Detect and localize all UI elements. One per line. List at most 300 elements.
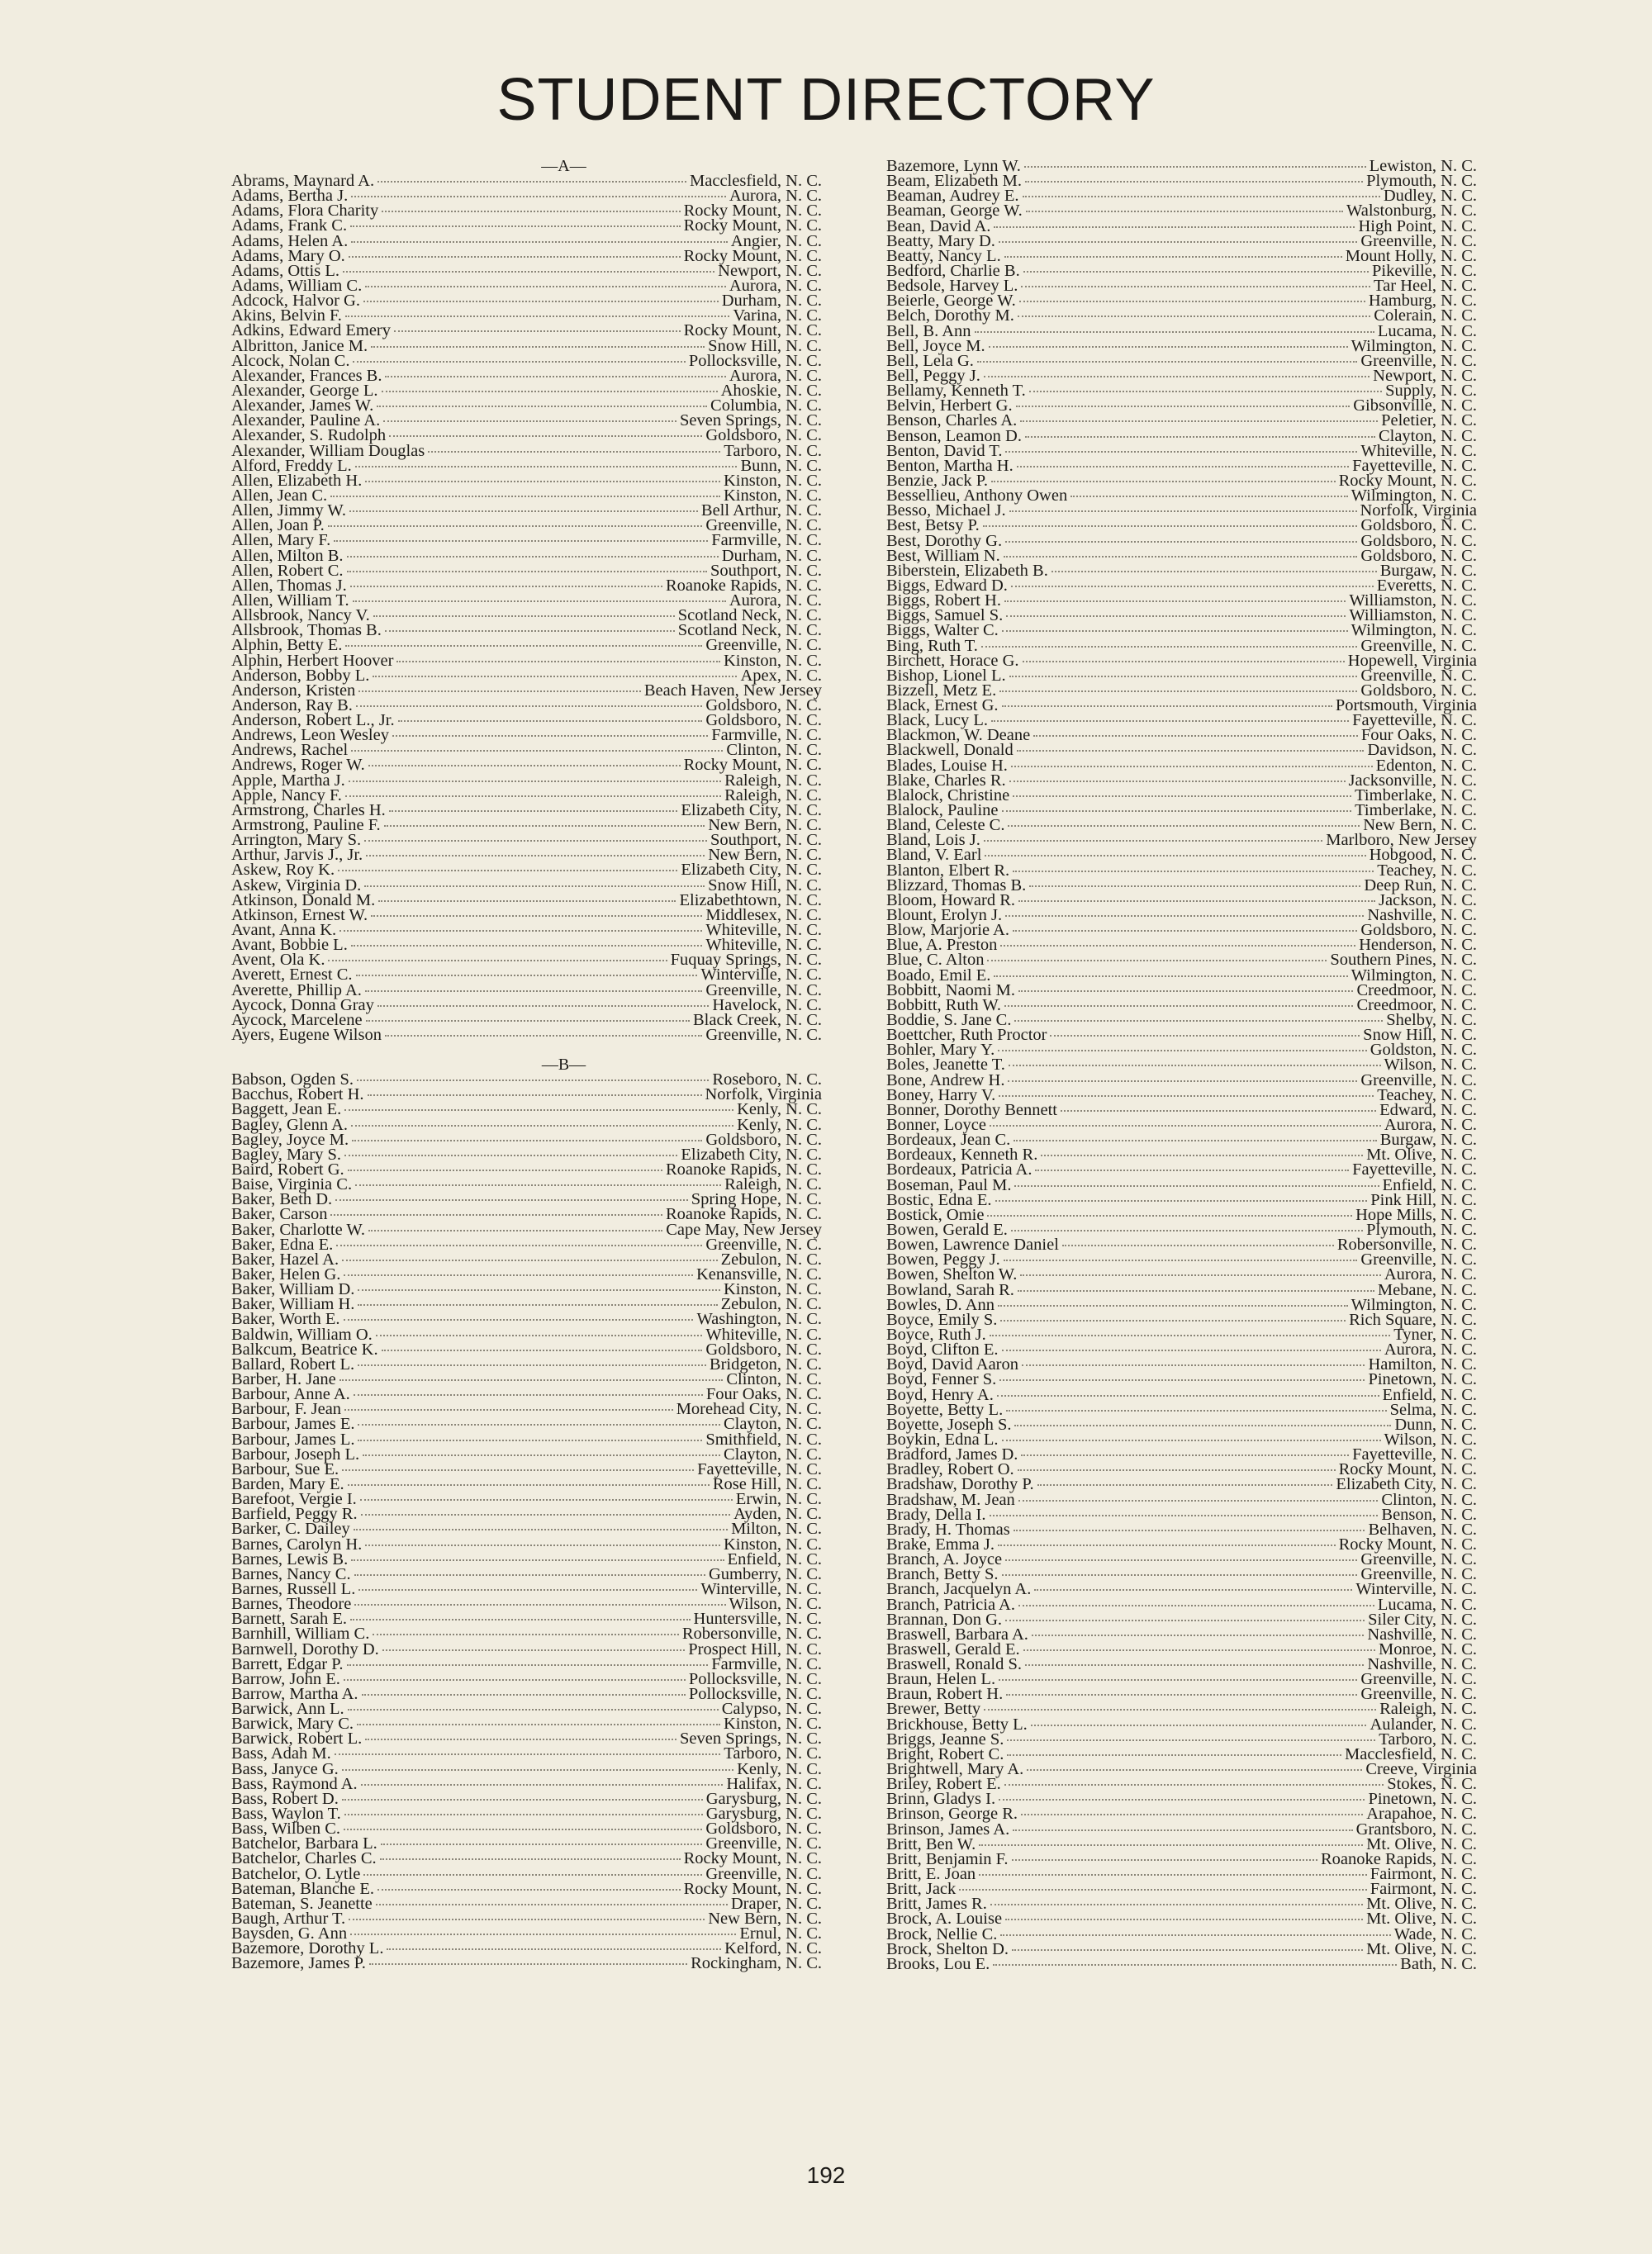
dot-leader (373, 1634, 679, 1635)
hometown: Hopewell, Virginia (1347, 651, 1477, 670)
student-name: Barnes, Carolyn H. (231, 1535, 363, 1554)
hometown: Greenville, N. C. (1360, 1550, 1477, 1569)
student-name: Bell, Joyce M. (886, 336, 985, 355)
dot-leader (1004, 1260, 1358, 1261)
dot-leader (1027, 1769, 1362, 1771)
hometown: Greenville, N. C. (705, 636, 822, 655)
student-name: Beaman, Audrey E. (886, 187, 1019, 206)
hometown: Kinston, N. C. (723, 486, 822, 505)
student-name: Blow, Marjorie A. (886, 921, 1009, 940)
hometown: Macclesfield, N. C. (690, 172, 822, 190)
student-name: Barbour, Sue E. (231, 1459, 339, 1478)
hometown: Tarboro, N. C. (724, 441, 822, 460)
dot-leader (365, 1545, 720, 1546)
dot-leader (1002, 705, 1332, 707)
hometown: Elizabeth City, N. C. (1336, 1475, 1477, 1494)
student-name: Brewer, Betty (886, 1700, 981, 1719)
student-name: Bessellieu, Anthony Owen (886, 486, 1068, 505)
dot-leader (344, 1409, 673, 1411)
student-name: Bowen, Gerald E. (886, 1220, 1008, 1239)
hometown: Rich Square, N. C. (1349, 1310, 1477, 1329)
hometown: Newport, N. C. (718, 261, 822, 280)
hometown: Marlboro, New Jersey (1326, 831, 1477, 850)
hometown: Fayetteville, N. C. (1352, 1160, 1477, 1179)
student-name: Briley, Robert E. (886, 1775, 1001, 1794)
hometown: Kinston, N. C. (723, 651, 822, 670)
student-name: Boyette, Joseph S. (886, 1415, 1012, 1434)
dot-leader (1005, 541, 1357, 543)
dot-leader (1005, 1559, 1357, 1561)
dot-leader (1029, 391, 1382, 392)
dot-leader (1000, 1934, 1390, 1936)
hometown: Fairmont, N. C. (1370, 1880, 1477, 1899)
student-name: Avant, Anna K. (231, 921, 337, 940)
student-name: Alexander, Pauline A. (231, 411, 381, 430)
directory-entry (886, 518, 1477, 533)
student-name: Ballard, Robert L. (231, 1355, 355, 1374)
directory-entry (886, 1597, 1477, 1612)
hometown: Greenville, N. C. (1360, 1070, 1477, 1089)
student-name: Belch, Dorothy M. (886, 306, 1014, 325)
dot-leader (366, 855, 705, 857)
student-name: Bell, Peggy J. (886, 366, 980, 385)
dot-leader (991, 481, 1336, 482)
dot-leader (363, 1454, 720, 1456)
page-number: 192 (806, 2162, 846, 2188)
dot-leader (1004, 556, 1358, 558)
hometown: Clayton, N. C. (1378, 426, 1477, 445)
student-name: Aycock, Donna Gray (231, 995, 374, 1014)
hometown: Whiteville, N. C. (705, 936, 822, 955)
directory-entry (231, 1310, 822, 1329)
dot-leader (1017, 750, 1365, 752)
hometown: Nashville, N. C. (1367, 906, 1477, 925)
hometown: Raleigh, N. C. (724, 1175, 822, 1194)
hometown: Garysburg, N. C. (705, 1805, 822, 1824)
directory-entry (231, 336, 822, 355)
directory-entry (231, 533, 822, 548)
hometown: Jackson, N. C. (1378, 890, 1477, 909)
student-name: Bateman, S. Jeanette (231, 1894, 373, 1913)
hometown: Greenville, N. C. (705, 1235, 822, 1254)
hometown: Seven Springs, N. C. (680, 1730, 822, 1749)
hometown: Williamston, N. C. (1349, 591, 1477, 610)
student-name: Allen, Thomas J. (231, 576, 347, 595)
student-name: Barnes, Lewis B. (231, 1549, 349, 1568)
student-name: Britt, Benjamin F. (886, 1849, 1009, 1868)
student-name: Aycock, Marcelene (231, 1010, 363, 1029)
dot-leader (330, 1214, 662, 1216)
hometown: Rocky Mount, N. C. (1338, 471, 1477, 490)
hometown: Creeve, Virginia (1365, 1760, 1477, 1779)
student-name: Britt, James R. (886, 1895, 987, 1914)
dot-leader (999, 1679, 1357, 1681)
hometown: Henderson, N. C. (1359, 936, 1477, 955)
student-name: Birchett, Horace G. (886, 651, 1019, 670)
student-name: Benton, Martha H. (886, 456, 1014, 475)
student-name: Bedsole, Harvey L. (886, 277, 1018, 296)
dot-leader (975, 331, 1374, 333)
hometown: Wade, N. C. (1393, 1924, 1477, 1943)
student-name: Boado, Emil E. (886, 966, 991, 985)
student-name: Benson, Leamon D. (886, 426, 1022, 445)
student-name: Benzie, Jack P. (886, 471, 988, 490)
student-name: Brock, A. Louise (886, 1910, 1003, 1929)
dot-leader (377, 1005, 709, 1007)
hometown: Everetts, N. C. (1376, 576, 1477, 595)
dot-leader (344, 1679, 686, 1681)
dot-leader (1000, 1320, 1346, 1322)
student-name: Allen, Milton B. (231, 546, 344, 565)
student-name: Allen, Jimmy W. (231, 501, 346, 520)
student-name: Bass, Raymond A. (231, 1774, 358, 1793)
student-name: Allen, Joan P. (231, 516, 325, 535)
hometown: Goldsboro, N. C. (705, 1130, 822, 1149)
hometown: Morehead City, N. C. (676, 1400, 822, 1419)
dot-leader (348, 1170, 662, 1171)
hometown: Clinton, N. C. (726, 741, 822, 760)
student-name: Branch, Betty S. (886, 1565, 999, 1584)
dot-leader (350, 225, 680, 227)
hometown: Rocky Mount, N. C. (683, 1879, 822, 1898)
dot-leader (1018, 1290, 1374, 1292)
dot-leader (382, 1649, 686, 1651)
hometown: Fayetteville, N. C. (1352, 1445, 1477, 1464)
student-name: Bradley, Robert O. (886, 1460, 1014, 1479)
dot-leader (365, 286, 726, 287)
hometown: Calypso, N. C. (721, 1700, 822, 1719)
hometown: Washington, N. C. (696, 1310, 822, 1329)
directory-entry (231, 1432, 822, 1447)
dot-leader (1041, 1155, 1363, 1156)
student-name: Askew, Virginia D. (231, 876, 362, 894)
directory-entry (886, 1477, 1477, 1492)
hometown: Hope Mills, N. C. (1355, 1205, 1477, 1224)
hometown: Lucama, N. C. (1377, 321, 1477, 340)
student-name: Barrett, Edgar P. (231, 1654, 344, 1673)
hometown: Rocky Mount, N. C. (1338, 1460, 1477, 1479)
student-name: Bazemore, Dorothy L. (231, 1939, 384, 1958)
hometown: Shelby, N. C. (1386, 1011, 1477, 1030)
directory-entry (886, 1280, 1477, 1299)
hometown: Winterville, N. C. (700, 1579, 822, 1598)
student-name: Bass, Janyce G. (231, 1759, 339, 1778)
student-name: Adcock, Halvor G. (231, 292, 360, 311)
directory-entry (886, 1385, 1477, 1404)
dot-leader (994, 226, 1355, 228)
hometown: Goldsboro, N. C. (705, 711, 822, 730)
hometown: Mebane, N. C. (1377, 1280, 1477, 1299)
dot-leader (1000, 945, 1355, 947)
hometown: Tarboro, N. C. (724, 1744, 822, 1763)
hometown: Angier, N. C. (730, 231, 822, 250)
hometown: Hamburg, N. C. (1368, 292, 1477, 311)
student-name: Barwick, Mary C. (231, 1715, 354, 1734)
student-name: Boyette, Betty L. (886, 1400, 1004, 1419)
student-name: Brightwell, Mary A. (886, 1760, 1024, 1779)
student-name: Ayers, Eugene Wilson (231, 1026, 382, 1045)
directory-entry (231, 428, 822, 443)
dot-leader (1014, 1425, 1391, 1426)
dot-leader (328, 960, 667, 961)
hometown: Rocky Mount, N. C. (683, 246, 822, 265)
dot-leader (385, 376, 725, 377)
hometown: Edenton, N. C. (1375, 756, 1477, 775)
hometown: Goldston, N. C. (1370, 1041, 1477, 1060)
hometown: Enfield, N. C. (1382, 1175, 1477, 1194)
dot-leader (365, 990, 702, 992)
dot-leader (342, 1799, 703, 1801)
directory-entry (231, 1625, 822, 1644)
student-name: Bellamy, Kenneth T. (886, 382, 1026, 401)
dot-leader (1025, 436, 1375, 438)
student-name: Baker, William H. (231, 1295, 355, 1314)
hometown: Greenville, N. C. (1360, 1685, 1477, 1704)
student-name: Bazemore, James P. (231, 1954, 366, 1973)
student-name: Braswell, Gerald E. (886, 1639, 1020, 1658)
student-name: Best, Dorothy G. (886, 531, 1003, 550)
hometown: New Bern, N. C. (708, 846, 822, 865)
hometown: Erwin, N. C. (735, 1490, 822, 1509)
student-name: Arrington, Mary S. (231, 831, 362, 850)
hometown: Goldsboro, N. C. (705, 1340, 822, 1359)
dot-leader (1020, 1274, 1381, 1276)
student-name: Boyd, Henry A. (886, 1385, 994, 1404)
dot-leader (371, 915, 702, 917)
student-name: Barefoot, Vergie I. (231, 1490, 357, 1509)
dot-leader (1026, 211, 1343, 212)
hometown: Spring Hope, N. C. (691, 1190, 822, 1209)
hometown: Clayton, N. C. (723, 1445, 822, 1464)
hometown: Rose Hill, N. C. (712, 1474, 822, 1493)
dot-leader (1007, 1754, 1341, 1756)
dot-leader (343, 271, 714, 273)
dot-leader (383, 420, 676, 422)
directory-entry (231, 1639, 822, 1658)
hometown: Fayetteville, N. C. (1352, 711, 1477, 730)
student-name: Braun, Robert H. (886, 1685, 1004, 1704)
dot-leader (398, 720, 703, 722)
dot-leader (1002, 810, 1352, 812)
directory-entry (886, 1492, 1477, 1507)
hometown: Scotland Neck, N. C. (677, 606, 822, 625)
student-name: Bone, Andrew H. (886, 1070, 1005, 1089)
dot-leader (363, 301, 719, 302)
dot-leader (392, 735, 708, 737)
hometown: New Bern, N. C. (708, 1910, 822, 1929)
hometown: Timberlake, N. C. (1355, 785, 1477, 804)
dot-leader (377, 406, 707, 407)
hometown: Mt. Olive, N. C. (1366, 1146, 1477, 1165)
hometown: Wilmington, N. C. (1351, 966, 1477, 985)
hometown: Whiteville, N. C. (1360, 441, 1477, 460)
dot-leader (984, 1709, 1376, 1711)
student-name: Barbour, James L. (231, 1430, 355, 1449)
dot-leader (362, 1694, 686, 1696)
student-name: Braswell, Barbara A. (886, 1625, 1028, 1644)
student-name: Britt, Ben W. (886, 1834, 976, 1853)
student-name: Beaman, George W. (886, 202, 1023, 221)
student-name: Adams, Ottis L. (231, 261, 339, 280)
dot-leader (1005, 1919, 1363, 1920)
hometown: Wilmington, N. C. (1351, 621, 1477, 640)
hometown: Milton, N. C. (731, 1520, 822, 1539)
student-name: Apple, Martha J. (231, 771, 345, 790)
dot-leader (985, 855, 1365, 857)
student-name: Balkcum, Beatrice K. (231, 1340, 378, 1359)
hometown: Aurora, N. C. (729, 591, 822, 610)
student-name: Avant, Bobbie L. (231, 936, 348, 955)
hometown: Kinston, N. C. (723, 1715, 822, 1734)
dot-leader (1018, 1469, 1336, 1471)
section-header: —B— (541, 1056, 586, 1075)
hometown: Durham, N. C. (721, 546, 822, 565)
hometown: Gibsonville, N. C. (1353, 396, 1477, 415)
hometown: Robersonville, N. C. (1336, 1236, 1477, 1255)
dot-leader (995, 1200, 1368, 1202)
student-name: Allen, Mary F. (231, 531, 331, 550)
directory-entry (886, 1582, 1477, 1597)
hometown: Mt. Olive, N. C. (1366, 1834, 1477, 1853)
student-name: Atkinson, Ernest W. (231, 905, 368, 924)
directory-entry (886, 741, 1477, 760)
dot-leader (358, 1364, 706, 1366)
student-name: Boyd, Fenner S. (886, 1370, 997, 1389)
dot-leader (1008, 1080, 1357, 1082)
student-name: Brinson, James A. (886, 1820, 1010, 1839)
student-name: Brake, Emma J. (886, 1535, 995, 1554)
student-name: Barbour, Joseph L. (231, 1445, 360, 1464)
student-name: Braswell, Ronald S. (886, 1655, 1022, 1674)
student-name: Branch, A. Joyce (886, 1550, 1003, 1569)
hometown: Pollocksville, N. C. (688, 1684, 822, 1703)
hometown: Apex, N. C. (740, 666, 822, 685)
dot-leader (1005, 451, 1357, 453)
hometown: Huntersville, N. C. (693, 1610, 822, 1629)
student-name: Alexander, S. Rudolph (231, 426, 387, 445)
student-name: Alphin, Herbert Hoover (231, 651, 394, 670)
dot-leader (1014, 1140, 1376, 1141)
student-name: Adams, Frank C. (231, 216, 348, 235)
hometown: Williamston, N. C. (1349, 606, 1477, 625)
hometown: Nashville, N. C. (1367, 1625, 1477, 1644)
hometown: Kenly, N. C. (737, 1100, 822, 1119)
student-name: Andrews, Rachel (231, 741, 349, 760)
hometown: Greenville, N. C. (1360, 351, 1477, 370)
student-name: Beierle, George W. (886, 292, 1016, 311)
dot-leader (1014, 1020, 1383, 1022)
student-name: Barnwell, Dorothy D. (231, 1639, 379, 1658)
student-name: Andrews, Leon Wesley (231, 726, 389, 745)
dot-leader (385, 1035, 702, 1037)
student-name: Barden, Mary E. (231, 1474, 344, 1493)
hometown: Farmville, N. C. (711, 726, 822, 745)
hometown: Mt. Olive, N. C. (1366, 1910, 1477, 1929)
student-name: Batchelor, Charles C. (231, 1849, 377, 1868)
dot-leader (979, 1874, 1367, 1876)
dot-leader (347, 556, 719, 558)
hometown: Rocky Mount, N. C. (683, 321, 822, 340)
dot-leader (1008, 825, 1360, 827)
directory-entry (231, 1537, 822, 1552)
hometown: Pikeville, N. C. (1372, 261, 1477, 280)
directory-entry (231, 1207, 822, 1222)
student-name: Britt, Jack (886, 1880, 957, 1899)
dot-leader (991, 720, 1349, 722)
hometown: Creedmoor, N. C. (1356, 980, 1477, 999)
dot-leader (1005, 1620, 1365, 1621)
directory-entry (231, 1026, 822, 1045)
dot-leader (1070, 496, 1347, 497)
hometown: Roanoke Rapids, N. C. (1320, 1849, 1477, 1868)
dot-leader (1023, 196, 1380, 197)
hometown: New Bern, N. C. (708, 816, 822, 835)
hometown: Greenville, N. C. (705, 1026, 822, 1045)
dot-leader (1006, 1694, 1357, 1696)
dot-leader (345, 316, 729, 317)
hometown: Whiteville, N. C. (705, 1325, 822, 1344)
student-name: Branch, Patricia A. (886, 1595, 1015, 1614)
directory-entry (886, 216, 1477, 235)
student-name: Bonner, Loyce (886, 1116, 986, 1134)
dot-leader (1050, 1035, 1360, 1037)
student-name: Anderson, Bobby L. (231, 666, 370, 685)
student-name: Babson, Ogden S. (231, 1070, 354, 1089)
hometown: Kenansville, N. C. (695, 1265, 822, 1284)
hometown: Snow Hill, N. C. (1363, 1026, 1477, 1045)
dot-leader (353, 600, 726, 602)
hometown: Aurora, N. C. (729, 366, 822, 385)
dot-leader (347, 1664, 709, 1666)
dot-leader (351, 1125, 733, 1127)
student-name: Boyce, Ruth J. (886, 1325, 986, 1344)
hometown: Zebulon, N. C. (720, 1250, 822, 1269)
hometown: Roseboro, N. C. (712, 1070, 822, 1089)
student-name: Bobbitt, Naomi M. (886, 980, 1016, 999)
dot-leader (368, 1230, 662, 1231)
hometown: Newport, N. C. (1373, 366, 1477, 385)
dot-leader (1023, 1649, 1375, 1651)
dot-leader (358, 1589, 697, 1591)
student-name: Bass, Adah M. (231, 1744, 331, 1763)
hometown: Jacksonville, N. C. (1348, 771, 1477, 790)
hometown: Greenville, N. C. (705, 1864, 822, 1883)
student-name: Bagley, Glenn A. (231, 1115, 349, 1134)
section-header: —A— (541, 157, 586, 175)
student-name: Bostick, Omie (886, 1205, 985, 1224)
hometown: Norfolk, Virginia (705, 1085, 822, 1104)
dot-leader (1011, 1230, 1363, 1231)
student-name: Brock, Shelton D. (886, 1939, 1009, 1958)
dot-leader (330, 496, 720, 497)
dot-leader (342, 1769, 733, 1771)
hometown: Nashville, N. C. (1367, 1655, 1477, 1674)
hometown: Aurora, N. C. (1384, 1341, 1477, 1360)
hometown: Greenville, N. C. (1360, 636, 1477, 655)
hometown: Belhaven, N. C. (1368, 1520, 1477, 1539)
hometown: Clinton, N. C. (726, 1369, 822, 1388)
dot-leader (377, 1889, 681, 1891)
student-name: Boettcher, Ruth Proctor (886, 1026, 1047, 1045)
dot-leader (981, 646, 1358, 648)
hometown: Whiteville, N. C. (705, 921, 822, 940)
directory-column-left (231, 159, 822, 1972)
student-name: Barnhill, William C. (231, 1625, 370, 1644)
hometown: Raleigh, N. C. (724, 785, 822, 804)
dot-leader (1005, 915, 1364, 917)
dot-leader (1018, 1500, 1379, 1502)
hometown: Roanoke Rapids, N. C. (665, 576, 822, 595)
